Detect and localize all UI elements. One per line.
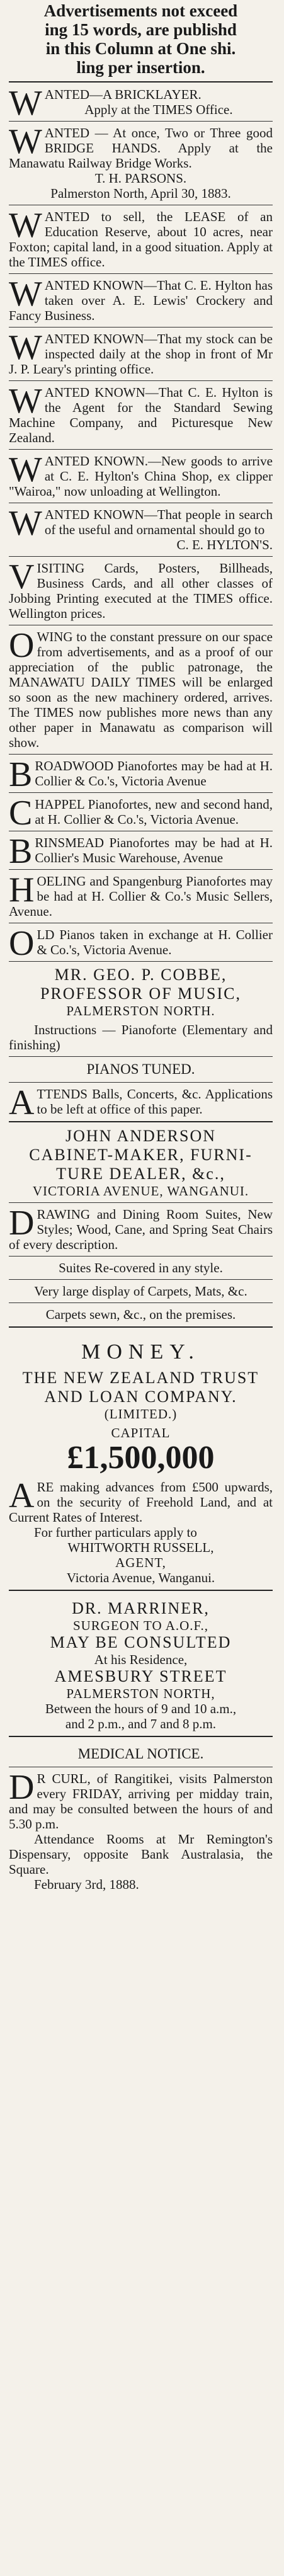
- ad-place: PALMERSTON NORTH,: [66, 1686, 215, 1701]
- ad-dateline: Palmerston North, April 30, 1883.: [50, 186, 231, 201]
- ad-china-shop: [9, 450, 273, 499]
- ad-text: ROADWOOD Pianofortes may be had at H. Collier & Co.'s, Victoria Avenue: [35, 758, 273, 789]
- ad-name: JOHN ANDERSON: [65, 1127, 217, 1145]
- ad-bridge-hands: [9, 122, 273, 201]
- ad-text: OELING and Spangenburg Pianofortes may be had at H. Collier & Co.'s Music Sellers, Avenue.: [9, 874, 273, 919]
- ad-address: Victoria Avenue, Wanganui.: [66, 1570, 215, 1585]
- ad-text: HAPPEL Pianofortes, new and second hand, at H. Collier & Co.'s, Victoria Avenue.: [35, 797, 273, 827]
- ad-sewing-machine: [9, 382, 273, 445]
- ad-marriner: [9, 1599, 273, 1731]
- ad-broadwood: [9, 755, 273, 794]
- ad-cobbe: [9, 966, 273, 1122]
- header-line: ing 15 words, are publishd: [45, 20, 237, 39]
- divider: [9, 1056, 273, 1057]
- ad-text: RAWING and Dining Room Suites, New Styles; Wood, Cane, and Spring Seat Chairs of every description.: [9, 1207, 273, 1252]
- ad-company: AND LOAN COMPANY.: [44, 1388, 237, 1406]
- divider: [9, 380, 273, 381]
- drop-cap: A: [9, 1083, 35, 1122]
- ad-bricklayer: [9, 84, 273, 123]
- ad-signer: T. H. PARSONS.: [94, 171, 187, 186]
- ad-text: LD Pianos taken in exchange at H. Collier & Co.'s, Victoria Avenue.: [37, 927, 273, 957]
- ad-text: ANTED KNOWN—That C. E. Hylton is the Agent for the Standard Sewing Machine Company, and Picturesque New Zealand.: [9, 385, 273, 445]
- header-line: Advertisements not exceed: [43, 1, 238, 20]
- column-header: [9, 0, 273, 77]
- ad-consult: MAY BE CONSULTED: [50, 1633, 232, 1651]
- capital-label: CAPITAL: [111, 1425, 171, 1440]
- drop-cap: B: [9, 832, 33, 871]
- drop-cap: W: [9, 122, 42, 161]
- ad-text: Carpets sewn, &c., on the premises.: [45, 1307, 236, 1322]
- drop-cap: W: [9, 450, 42, 489]
- divider: [9, 327, 273, 328]
- ad-text: ANTED to sell, the LEASE of an Education Reserve, about 10 acres, near Foxton; capital land, in a good situation. Apply at the TIMES office.: [9, 209, 273, 270]
- ad-money: [9, 1340, 273, 1585]
- header-line: in this Column at One shi.: [45, 39, 236, 58]
- divider: [9, 1121, 273, 1122]
- ad-date: February 3rd, 1888.: [34, 1877, 139, 1892]
- divider: [9, 869, 273, 870]
- ad-text: RINSMEAD Pianofortes may be had at H. Collier's Music Warehouse, Avenue: [35, 835, 273, 865]
- ad-stock-inspected: [9, 328, 273, 377]
- ad-text: TTENDS Balls, Concerts, &c. Applications to be left at office of this paper.: [37, 1086, 273, 1117]
- divider: [9, 1082, 273, 1083]
- ad-medical: [9, 1745, 273, 1892]
- ad-hoeling: [9, 870, 273, 919]
- ad-hours: and 2 p.m., and 7 and 8 p.m.: [65, 1716, 217, 1731]
- capital-amount: £1,500,000: [67, 1440, 215, 1476]
- ad-anderson: [9, 1127, 273, 1322]
- ad-agent-name: WHITWORTH RUSSELL,: [67, 1540, 214, 1555]
- divider: [9, 792, 273, 793]
- drop-cap: O: [9, 626, 35, 665]
- ad-text: Instructions — Pianoforte (Elementary and finishing): [9, 1022, 273, 1052]
- drop-cap: O: [9, 924, 35, 963]
- drop-cap: D: [9, 1204, 35, 1243]
- ad-text: Apply at the TIMES Office.: [84, 102, 233, 117]
- drop-cap: W: [9, 206, 42, 245]
- ad-subheading: PIANOS TUNED.: [86, 1061, 195, 1077]
- ad-role: SURGEON TO A.O.F.,: [72, 1618, 209, 1633]
- ad-crockery: [9, 275, 273, 323]
- ad-text: Suites Re-covered in any style.: [59, 1260, 223, 1275]
- ad-text: For further particulars apply to: [34, 1525, 197, 1540]
- ad-trade: TURE DEALER, &c.,: [56, 1165, 225, 1183]
- ad-text: ISITING Cards, Posters, Billheads, Business Cards, and all other classes of Jobbing Printing executed at the TIMES office. Wellington prices.: [9, 561, 273, 621]
- ad-text: ANTED KNOWN.—New goods to arrive at C. E. Hylton's China Shop, ex clipper "Wairoa," now unloading at Wellington.: [9, 453, 273, 499]
- drop-cap: V: [9, 557, 35, 596]
- ad-hours: Between the hours of 9 and 10 a.m.,: [45, 1701, 237, 1716]
- divider: [9, 121, 273, 122]
- ad-chappel: [9, 794, 273, 833]
- ad-place: PALMERSTON NORTH.: [66, 1003, 215, 1018]
- ad-ornamental: [9, 504, 273, 552]
- divider: [9, 1736, 273, 1737]
- ad-brinsmead: [9, 832, 273, 871]
- ad-agent: AGENT,: [115, 1555, 166, 1570]
- ad-owing-notice: [9, 626, 273, 750]
- divider: [9, 1202, 273, 1203]
- ad-text: ANTED — At once, Two or Three good BRIDGE HANDS. Apply at the Manawatu Railway Bridge Works.: [9, 125, 273, 171]
- divider: [9, 449, 273, 450]
- divider: [9, 961, 273, 962]
- ad-title: PROFESSOR OF MUSIC,: [40, 984, 242, 1003]
- divider: [9, 1302, 273, 1303]
- ad-limited: (LIMITED.): [104, 1406, 178, 1422]
- divider: [9, 1256, 273, 1257]
- divider: [9, 754, 273, 755]
- ad-text: ANTED KNOWN—That C. E. Hylton has taken over A. E. Lewis' Crockery and Fancy Business.: [9, 278, 273, 323]
- ad-text: At his Residence,: [94, 1652, 188, 1667]
- drop-cap: W: [9, 382, 42, 421]
- divider: [9, 1279, 273, 1280]
- ad-heading: MONEY.: [81, 1340, 200, 1364]
- drop-cap: W: [9, 504, 42, 543]
- ad-address: VICTORIA AVENUE, WANGANUI.: [32, 1183, 249, 1199]
- ad-text: Attendance Rooms at Mr Remington's Dispensary, opposite Bank Australasia, the Square.: [9, 1832, 273, 1877]
- drop-cap: B: [9, 755, 33, 794]
- ad-signer: C. E. HYLTON'S.: [176, 537, 273, 552]
- drop-cap: A: [9, 1476, 35, 1515]
- ad-trade: CABINET-MAKER, FURNI-: [29, 1146, 253, 1164]
- ad-old-pianos: [9, 924, 273, 963]
- drop-cap: C: [9, 794, 33, 833]
- ad-company: THE NEW ZEALAND TRUST: [22, 1369, 259, 1387]
- drop-cap: W: [9, 328, 42, 367]
- ad-heading: MEDICAL NOTICE.: [77, 1746, 204, 1762]
- divider: [9, 1590, 273, 1591]
- ad-text: ANTED KNOWN—That people in search of the useful and ornamental should go to: [44, 507, 273, 537]
- divider: [9, 81, 273, 83]
- ad-visiting-cards: [9, 557, 273, 621]
- ad-text: R CURL, of Rangitikei, visits Palmerston every FRIDAY, arriving per midday train, and may be consulted between the hours of and 5.30 p.m.: [9, 1771, 273, 1832]
- divider: [9, 273, 273, 274]
- divider: [9, 1326, 273, 1328]
- ad-name: MR. GEO. P. COBBE,: [54, 966, 227, 984]
- drop-cap: W: [9, 84, 42, 123]
- ad-text: RE making advances from £500 upwards, on the security of Freehold Land, and at Current Rates of Interest.: [9, 1479, 273, 1525]
- ad-text: ANTED—A BRICKLAYER.: [44, 87, 202, 102]
- header-line: ling per insertion.: [76, 58, 205, 77]
- ad-text: Very large display of Carpets, Mats, &c.: [34, 1284, 247, 1299]
- ad-text: ANTED KNOWN—That my stock can be inspected daily at the shop in front of Mr J. P. Leary's printing office.: [9, 331, 273, 377]
- divider: [9, 556, 273, 557]
- drop-cap: H: [9, 870, 35, 909]
- drop-cap: W: [9, 275, 42, 314]
- ad-street: AMESBURY STREET: [54, 1667, 227, 1685]
- ad-text: WING to the constant pressure on our space from advertisements, and as a proof of our appreciation of the public patronage, the MANAWATU DAILY TIMES will be enlarged so soon as the new machinery ordered, arrives. The TIMES now publishes more news than any other paper in Manawatu as comparison will show.: [9, 629, 273, 750]
- ad-name: DR. MARRINER,: [72, 1599, 210, 1617]
- ad-lease: [9, 206, 273, 270]
- drop-cap: D: [9, 1768, 35, 1807]
